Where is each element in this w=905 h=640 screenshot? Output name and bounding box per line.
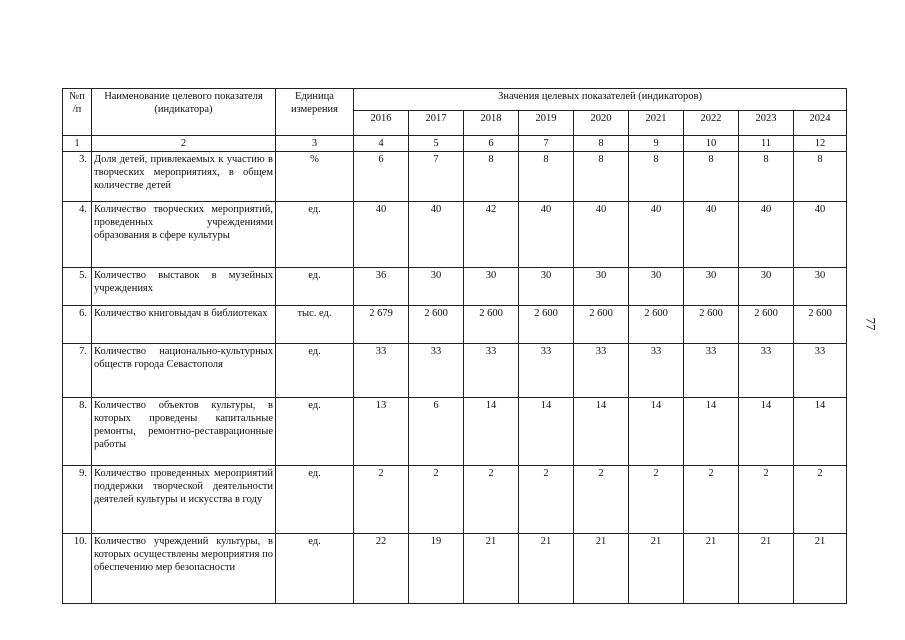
value-cell: 19 [409, 534, 464, 604]
value-cell: 2 [739, 466, 794, 534]
indicator-name: Количество творческих мероприятий, проведенных учреждениями образования в сфере культуры [92, 202, 276, 268]
value-cell: 8 [684, 152, 739, 202]
value-cell: 30 [574, 268, 629, 306]
page-number: 77 [863, 317, 879, 331]
value-cell: 2 [684, 466, 739, 534]
header-unit: Единица измерения [276, 89, 354, 136]
value-cell: 21 [629, 534, 684, 604]
value-cell: 8 [629, 152, 684, 202]
unit-cell: ед. [276, 466, 354, 534]
value-cell: 7 [409, 152, 464, 202]
value-cell: 33 [684, 344, 739, 398]
column-index-cell: 6 [464, 136, 519, 152]
value-cell: 14 [464, 398, 519, 466]
row-number: 4. [63, 202, 92, 268]
value-cell: 8 [574, 152, 629, 202]
table-row [63, 202, 847, 268]
table-row [63, 398, 847, 466]
table-row [63, 466, 847, 534]
row-number: 6. [63, 306, 92, 344]
value-cell: 21 [464, 534, 519, 604]
header-year: 2016 [354, 111, 409, 136]
unit-cell: ед. [276, 534, 354, 604]
indicator-name: Количество объектов культуры, в которых проведены капитальные ремонты, ремонтно-реставрационные работы [92, 398, 276, 466]
table-row [63, 268, 847, 306]
value-cell: 30 [409, 268, 464, 306]
value-cell: 8 [464, 152, 519, 202]
value-cell: 2 600 [739, 306, 794, 344]
value-cell: 33 [794, 344, 847, 398]
column-index-cell: 3 [276, 136, 354, 152]
value-cell: 2 600 [409, 306, 464, 344]
value-cell: 2 [464, 466, 519, 534]
value-cell: 30 [739, 268, 794, 306]
value-cell: 40 [354, 202, 409, 268]
value-cell: 33 [464, 344, 519, 398]
value-cell: 2 [629, 466, 684, 534]
value-cell: 42 [464, 202, 519, 268]
indicator-name: Количество национально-культурных обществ города Севастополя [92, 344, 276, 398]
header-name: Наименование целевого показателя (индикатора) [92, 89, 276, 136]
value-cell: 30 [519, 268, 574, 306]
indicator-name: Доля детей, привлекаемых к участию в творческих мероприятиях, в общем количестве детей [92, 152, 276, 202]
table-row [63, 344, 847, 398]
value-cell: 2 [794, 466, 847, 534]
value-cell: 21 [519, 534, 574, 604]
value-cell: 40 [794, 202, 847, 268]
table-row [63, 306, 847, 344]
value-cell: 21 [574, 534, 629, 604]
indicator-name: Количество проведенных мероприятий поддержки творческой деятельности деятелей культуры и искусства в году [92, 466, 276, 534]
header-year: 2019 [519, 111, 574, 136]
row-number: 7. [63, 344, 92, 398]
column-index-cell: 9 [629, 136, 684, 152]
value-cell: 2 600 [574, 306, 629, 344]
value-cell: 8 [739, 152, 794, 202]
value-cell: 33 [409, 344, 464, 398]
indicator-name: Количество выставок в музейных учреждениях [92, 268, 276, 306]
value-cell: 2 600 [519, 306, 574, 344]
header-num: №п /п [63, 89, 92, 136]
value-cell: 8 [794, 152, 847, 202]
value-cell: 30 [794, 268, 847, 306]
value-cell: 33 [519, 344, 574, 398]
value-cell: 14 [519, 398, 574, 466]
value-cell: 2 600 [629, 306, 684, 344]
column-index-cell: 12 [794, 136, 847, 152]
value-cell: 40 [684, 202, 739, 268]
indicators-table [62, 88, 847, 604]
value-cell: 40 [629, 202, 684, 268]
value-cell: 2 [409, 466, 464, 534]
value-cell: 21 [684, 534, 739, 604]
column-index-cell: 8 [574, 136, 629, 152]
value-cell: 33 [739, 344, 794, 398]
unit-cell: ед. [276, 268, 354, 306]
value-cell: 14 [574, 398, 629, 466]
column-index-cell: 11 [739, 136, 794, 152]
row-number: 8. [63, 398, 92, 466]
header-year: 2018 [464, 111, 519, 136]
value-cell: 30 [684, 268, 739, 306]
value-cell: 2 600 [794, 306, 847, 344]
header-values: Значения целевых показателей (индикаторов) [354, 89, 847, 111]
unit-cell: ед. [276, 398, 354, 466]
value-cell: 2 [574, 466, 629, 534]
value-cell: 21 [794, 534, 847, 604]
unit-cell: % [276, 152, 354, 202]
value-cell: 2 600 [684, 306, 739, 344]
column-index-cell: 4 [354, 136, 409, 152]
unit-cell: ед. [276, 202, 354, 268]
table-row [63, 152, 847, 202]
row-number: 9. [63, 466, 92, 534]
column-index-cell: 2 [92, 136, 276, 152]
value-cell: 40 [409, 202, 464, 268]
value-cell: 40 [574, 202, 629, 268]
value-cell: 36 [354, 268, 409, 306]
value-cell: 2 [519, 466, 574, 534]
header-year: 2020 [574, 111, 629, 136]
indicator-name: Количество учреждений культуры, в которых осуществлены мероприятия по обеспечению мер безопасности [92, 534, 276, 604]
value-cell: 13 [354, 398, 409, 466]
column-index-cell: 10 [684, 136, 739, 152]
row-number: 5. [63, 268, 92, 306]
column-index-cell: 1 [63, 136, 92, 152]
value-cell: 22 [354, 534, 409, 604]
value-cell: 6 [409, 398, 464, 466]
header-year: 2021 [629, 111, 684, 136]
table-row [63, 534, 847, 604]
value-cell: 6 [354, 152, 409, 202]
value-cell: 2 [354, 466, 409, 534]
header-year: 2022 [684, 111, 739, 136]
row-number: 10. [63, 534, 92, 604]
row-number: 3. [63, 152, 92, 202]
value-cell: 2 679 [354, 306, 409, 344]
value-cell: 14 [684, 398, 739, 466]
value-cell: 33 [629, 344, 684, 398]
value-cell: 33 [574, 344, 629, 398]
value-cell: 40 [519, 202, 574, 268]
header-year: 2024 [794, 111, 847, 136]
value-cell: 8 [519, 152, 574, 202]
value-cell: 2 600 [464, 306, 519, 344]
value-cell: 14 [739, 398, 794, 466]
header-year: 2017 [409, 111, 464, 136]
value-cell: 14 [794, 398, 847, 466]
unit-cell: тыс. ед. [276, 306, 354, 344]
value-cell: 40 [739, 202, 794, 268]
indicator-name: Количество книговыдач в библиотеках [92, 306, 276, 344]
value-cell: 30 [464, 268, 519, 306]
value-cell: 33 [354, 344, 409, 398]
value-cell: 21 [739, 534, 794, 604]
value-cell: 30 [629, 268, 684, 306]
unit-cell: ед. [276, 344, 354, 398]
column-index-cell: 7 [519, 136, 574, 152]
value-cell: 14 [629, 398, 684, 466]
column-index-cell: 5 [409, 136, 464, 152]
header-year: 2023 [739, 111, 794, 136]
